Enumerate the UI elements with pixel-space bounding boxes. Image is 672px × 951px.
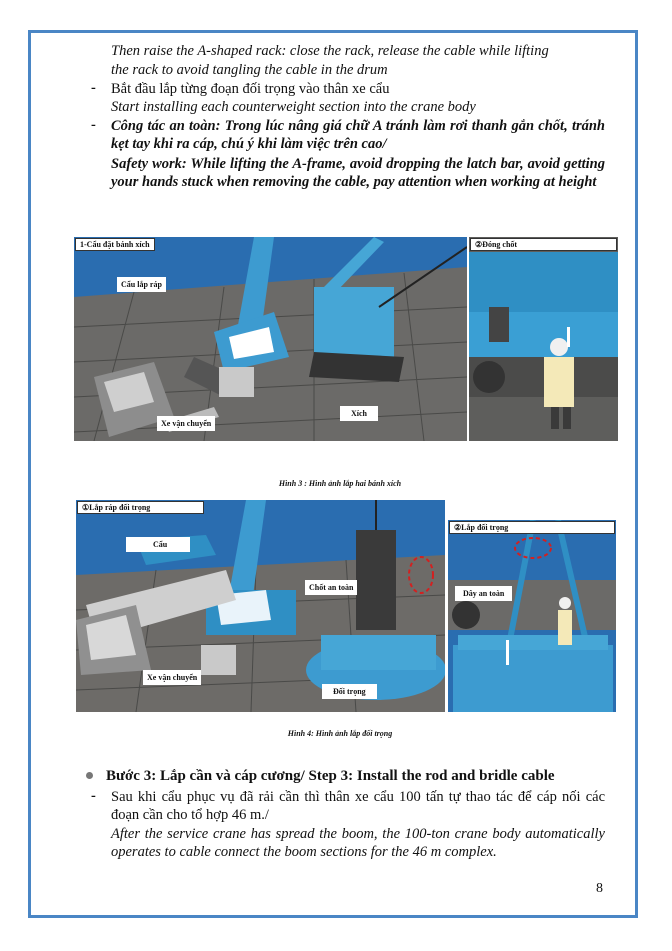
step3-paragraph-vietnamese: Sau khi cẩu phục vụ đã rải cần thì thân xe cẩu 100 tấn tự thao tác để cáp nối các đoạn cần cho tổ hợp 46 m./ xyxy=(111,789,605,823)
list-dash: - xyxy=(91,788,96,804)
figure3-callout-crane: Cẩu lắp ráp xyxy=(117,277,166,292)
figure4-left-illustration xyxy=(76,500,445,712)
item1-english: Start installing each counterweight section into the crane body xyxy=(111,99,476,115)
figure4-callout-crane: Cẩu xyxy=(126,537,190,552)
figure3-left-title: 1-Cẩu đặt bánh xích xyxy=(75,238,155,251)
step3-bullet xyxy=(86,772,93,779)
figure4-caption: Hình 4: Hình ảnh lắp đối trọng xyxy=(287,729,393,738)
list-dash: - xyxy=(91,80,96,96)
safety-vietnamese: Công tác an toàn: Trong lúc nâng giá chữ A tránh làm rơi thanh gắn chốt, tránh kẹt tay khi ra cáp, chú ý khi làm việc trên cao/ xyxy=(111,118,605,152)
figure3-right-illustration xyxy=(469,237,618,441)
page-number: 8 xyxy=(596,881,603,896)
figure3-right-title: ②Đóng chốt xyxy=(470,238,617,251)
figure4-callout-weight: Đối trọng xyxy=(322,684,377,699)
figure4-callout-pin: Chốt an toàn xyxy=(305,580,357,595)
step3-paragraph-english: After the service crane has spread the boom, the 100-ton crane body automatically operates to cable connect the boom sections for the 46 m complex. xyxy=(111,826,605,860)
figure3-left-illustration xyxy=(74,237,467,441)
figure4-callout-truck: Xe vận chuyển xyxy=(143,670,201,685)
intro-line-1: Then raise the A-shaped rack: close the rack, release the cable while lifting xyxy=(111,43,549,59)
item1-vietnamese: Bắt đầu lắp từng đoạn đối trọng vào thân xe cẩu xyxy=(111,81,390,97)
step3-heading: Bước 3: Lắp cần và cáp cương/ Step 3: Install the rod and bridle cable xyxy=(106,768,555,784)
figure4-right-illustration xyxy=(448,520,616,712)
figure3-caption: Hình 3 : Hình ảnh lắp hai bánh xích xyxy=(278,479,402,488)
figure4-callout-harness: Dây an toàn xyxy=(455,586,512,601)
list-dash: - xyxy=(91,117,96,133)
figure4-left-title: ①Lắp ráp đối trọng xyxy=(77,501,204,514)
figure3-callout-track: Xích xyxy=(340,406,378,421)
figure3-callout-truck: Xe vận chuyển xyxy=(157,416,215,431)
intro-line-2: the rack to avoid tangling the cable in the drum xyxy=(111,62,388,78)
safety-english: Safety work: While lifting the A-frame, avoid dropping the latch bar, avoid getting your hands stuck when removing the cable, pay attention when working at height xyxy=(111,156,605,190)
figure4-right-title: ②Lắp đối trọng xyxy=(449,521,615,534)
